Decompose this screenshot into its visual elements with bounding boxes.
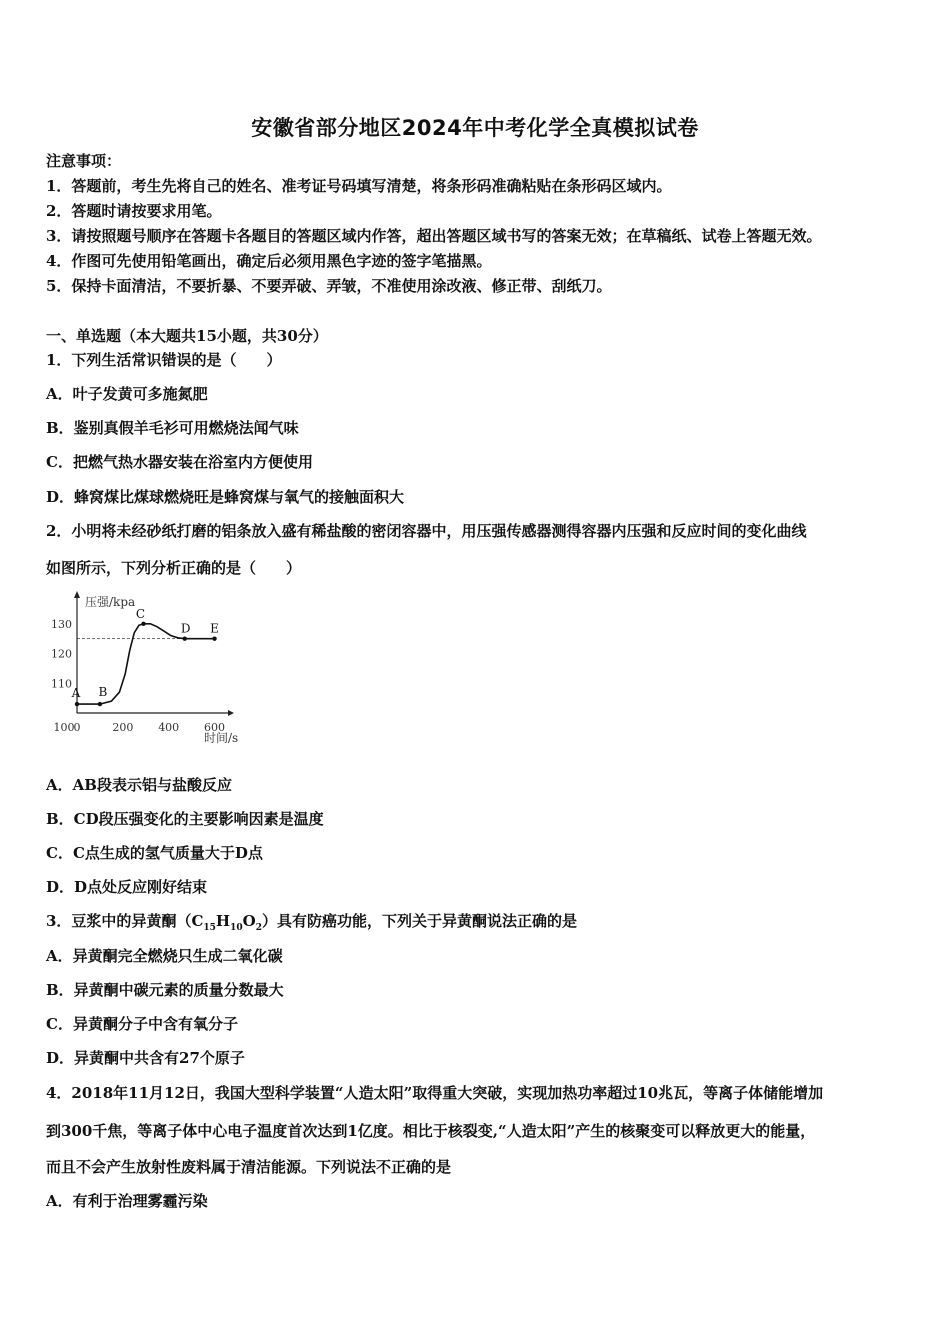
question-4-stem-line1: 4．2018年11月12日，我国大型科学装置“人造太阳”取得重大突破，实现加热功率超过10兆瓦，等离子体储能增加 [46,1084,824,1102]
question-3-option-c: C．异黄酮分子中含有氧分子 [46,1015,238,1033]
y-tick-label: 110 [51,677,72,691]
data-point-e [212,636,216,640]
data-point-d [183,636,187,640]
x-axis-label: 时间/s [204,731,239,745]
x-tick-label: 600 [204,721,226,734]
question-1-option-a: A．叶子发黄可多施氮肥 [46,385,208,403]
section-heading: 一、单选题（本大题共15小题，共30分） [46,327,328,345]
point-label-b: B [98,685,108,700]
question-3-stem-post: ）具有防癌功能，下列关于异黄酮说法正确的是 [261,912,577,930]
formula-subscript: 10 [230,923,243,933]
notice-item: 2．答题时请按要求用笔。 [46,202,222,220]
question-2-option-b: B．CD段压强变化的主要影响因素是温度 [46,810,324,828]
question-3-option-a: A．异黄酮完全燃烧只生成二氧化碳 [46,947,283,965]
question-2-option-a: A．AB段表示铝与盐酸反应 [46,776,232,794]
x-tick-label: 200 [112,721,134,734]
y-tick-label: 130 [51,617,72,631]
formula-subscript: 2 [255,923,262,933]
data-point-b [98,702,102,706]
page-title: 安徽省部分地区2024年中考化学全真模拟试卷 [251,116,699,140]
question-1-stem: 1．下列生活常识错误的是（ ） [46,351,282,369]
point-label-e: E [210,621,219,636]
point-label-c: C [135,606,146,621]
y-tick-label: 120 [51,647,72,661]
formula-subscript: 15 [203,923,216,933]
question-4-stem-line3: 而且不会产生放射性废料属于清洁能源。下列说法不正确的是 [46,1158,452,1176]
formula-part: H [215,912,231,930]
notice-item: 4．作图可先使用铅笔画出，确定后必须用黑色字迹的签字笔描黑。 [46,252,492,270]
point-label-a: A [71,686,81,701]
question-2-stem-line2: 如图所示，下列分析正确的是（ ） [46,559,302,577]
notice-item: 5．保持卡面清洁，不要折暴、不要弄破、弄皱，不准使用涂改液、修正带、刮纸刀。 [46,277,612,295]
notice-heading: 注意事项： [46,152,122,170]
point-label-d: D [180,621,191,636]
notice-item: 1．答题前，考生先将自己的姓名、准考证号码填写清楚，将条形码准确粘贴在条形码区域内。 [46,177,672,195]
question-1-option-b: B．鉴别真假羊毛衫可用燃烧法闻气味 [46,419,299,437]
x-tick-label: 400 [158,721,180,734]
question-3-stem [46,911,577,938]
question-4-option-a: A．有利于治理雾霾污染 [46,1192,208,1210]
question-1-option-c: C．把燃气热水器安装在浴室内方便使用 [46,453,313,471]
question-2-stem-line1: 2．小明将未经砂纸打磨的铝条放入盛有稀盐酸的密闭容器中，用压强传感器测得容器内压强和反应时间的变化曲线 [46,522,807,540]
question-3-option-d: D．异黄酮中共含有27个原子 [46,1049,245,1067]
data-point-a [75,702,79,706]
question-2-option-d: D．D点处反应刚好结束 [46,878,208,896]
y-axis-label: 压强/kpa [85,595,136,609]
question-3-stem-pre: 3．豆浆中的异黄酮（C [46,912,204,930]
question-4-stem-line2: 到300千焦，等离子体中心电子温度首次达到1亿度。相比于核裂变,“人造太阳”产生的核聚变可以释放更大的能量， [46,1122,816,1140]
notice-item: 3．请按照题号顺序在答题卡各题目的答题区域内作答，超出答题区域书写的答案无效；在草稿纸、试卷上答题无效。 [46,227,822,245]
data-point-c [141,622,145,626]
origin-label: 100 [53,721,75,734]
question-2-option-c: C．C点生成的氢气质量大于D点 [46,844,263,862]
y-axis-arrow [74,591,80,598]
question-3-option-b: B．异黄酮中碳元素的质量分数最大 [46,981,284,999]
pressure-time-chart [46,586,256,756]
question-1-option-d: D．蜂窝煤比煤球燃烧旺是蜂窝煤与氧气的接触面积大 [46,488,405,506]
x-tick-label: 0 [73,721,81,734]
x-axis-arrow [228,710,234,716]
formula-part: O [242,912,256,930]
